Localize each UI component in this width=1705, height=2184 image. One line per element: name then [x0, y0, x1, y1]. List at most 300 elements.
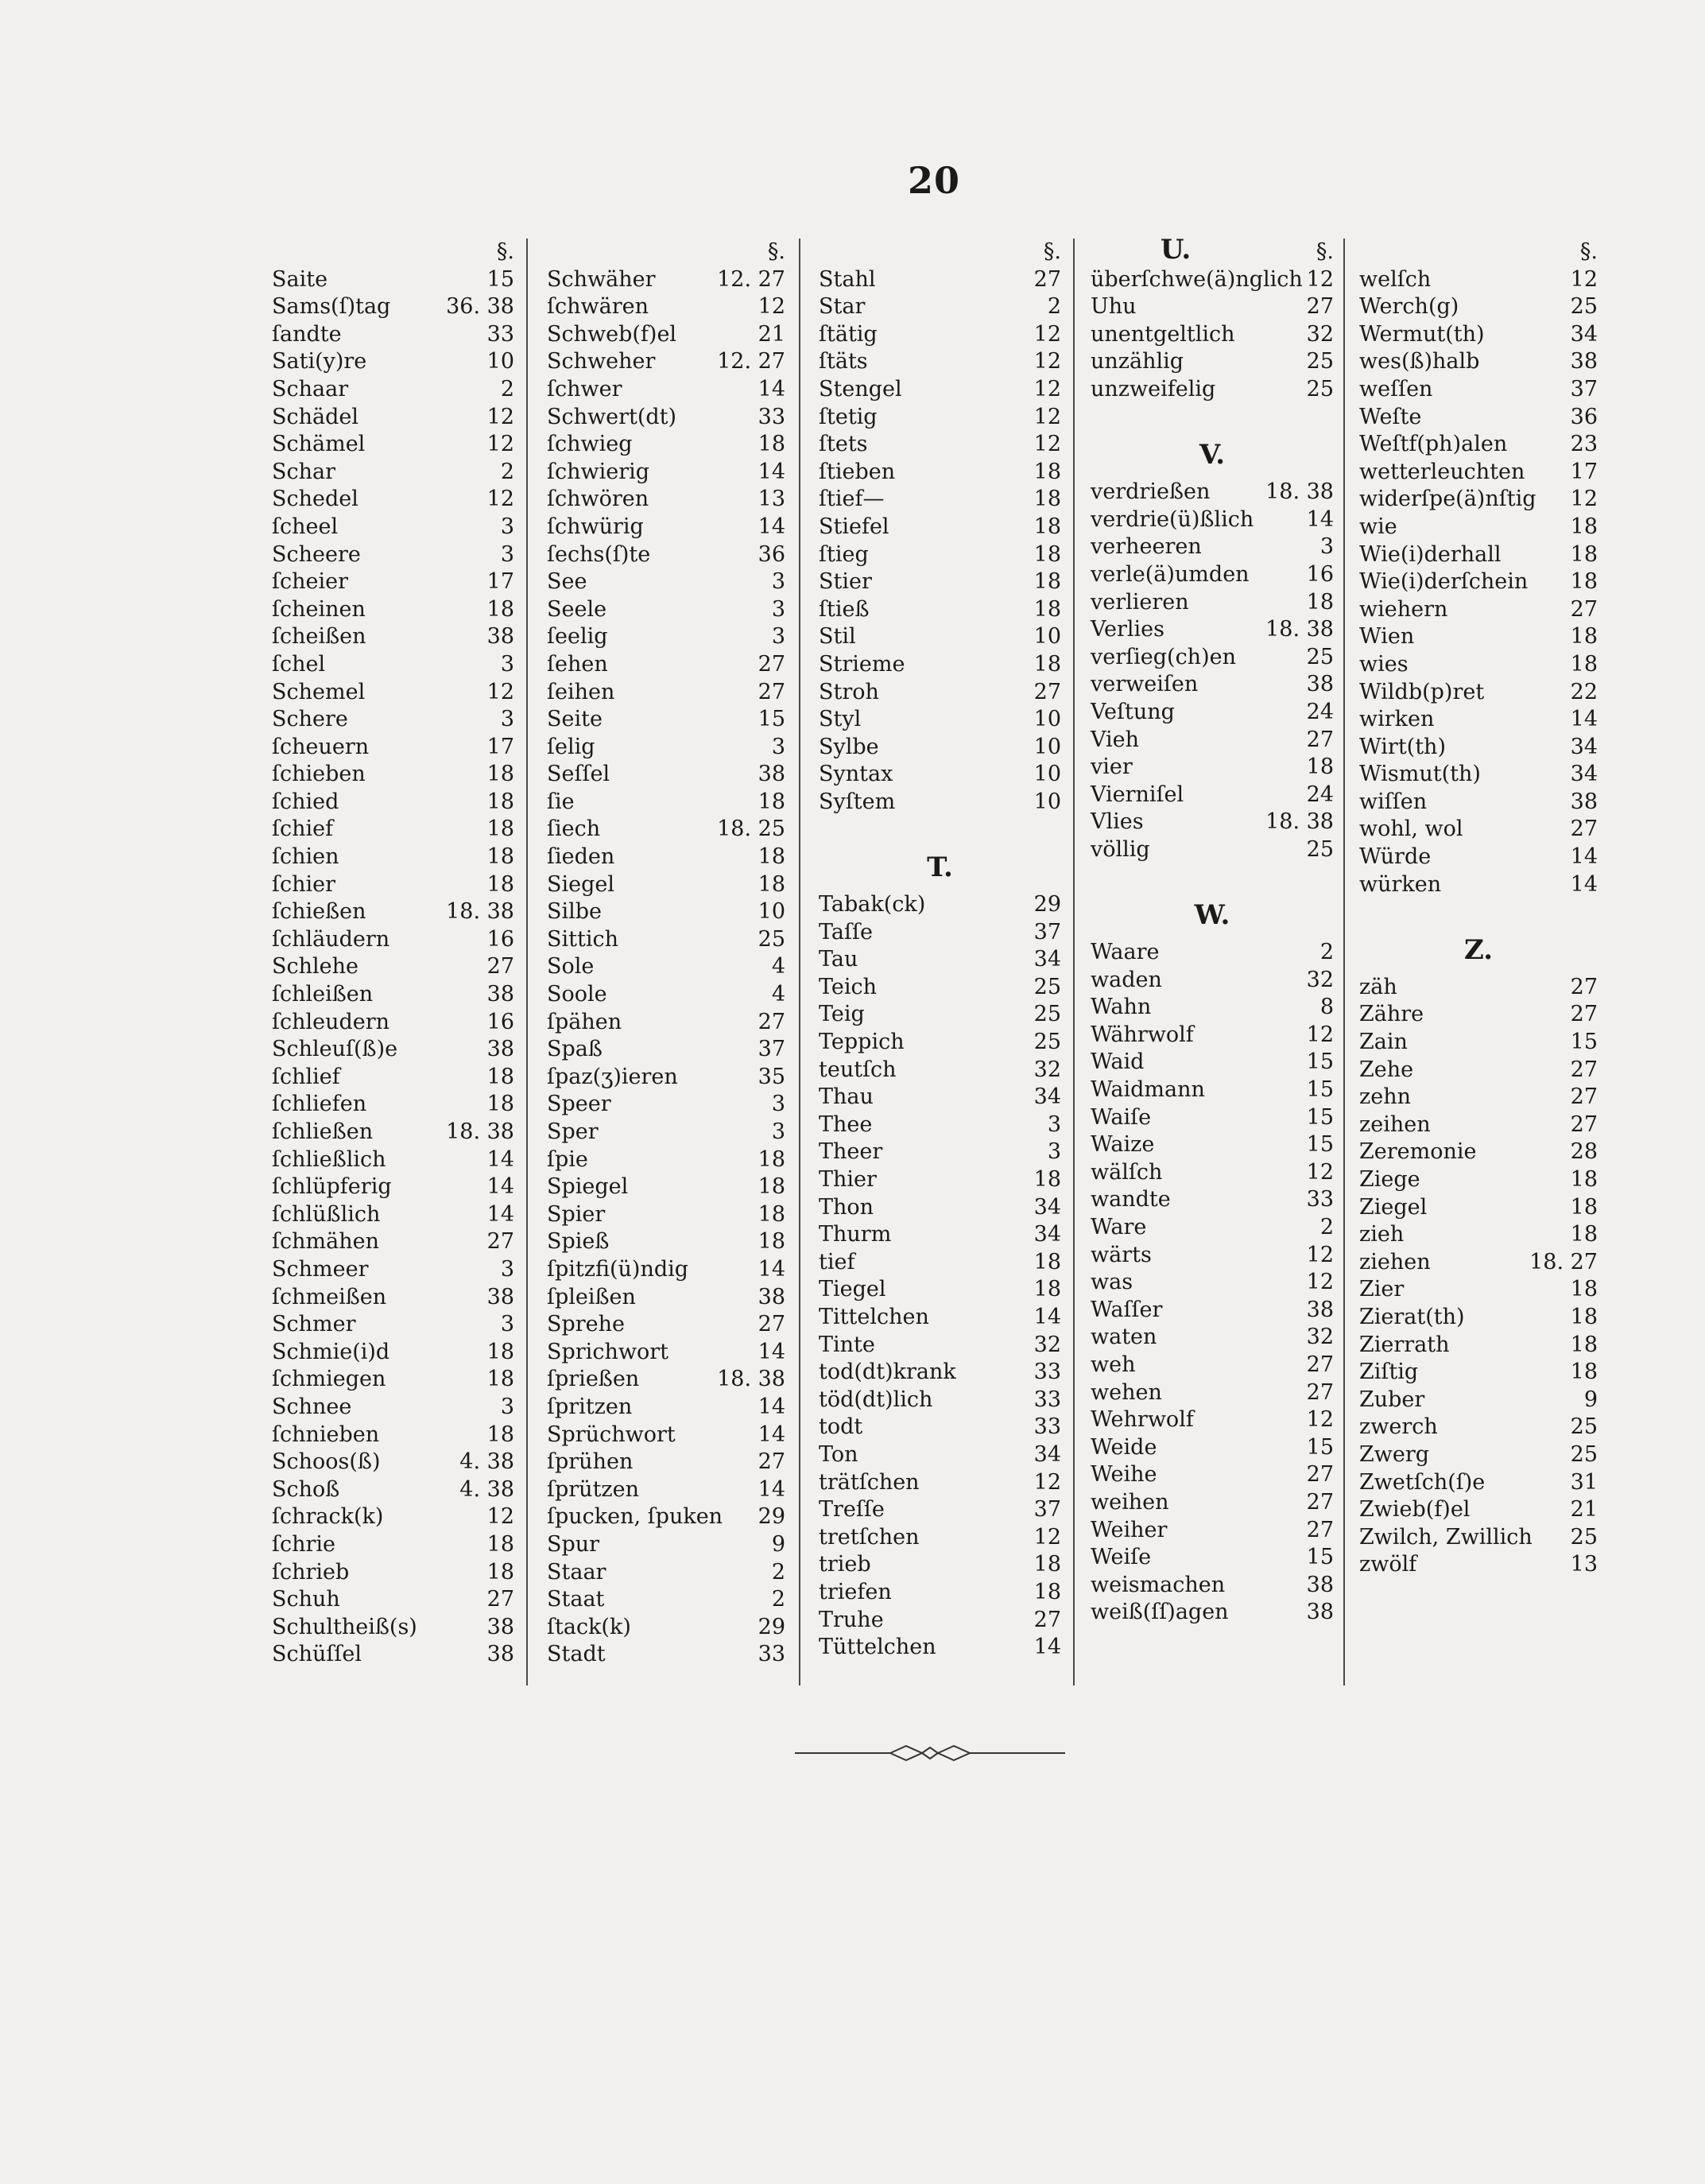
index-entry	[547, 981, 785, 1009]
entry-word: Thurm	[819, 1222, 892, 1247]
index-entry	[1359, 1111, 1598, 1139]
index-entry	[272, 376, 514, 404]
index-entry	[547, 1366, 785, 1394]
entry-word: Waid	[1091, 1049, 1145, 1075]
index-column-5	[1359, 239, 1598, 1579]
entry-section-ref: 15	[1306, 1077, 1334, 1103]
entry-word: zieh	[1359, 1222, 1405, 1247]
entry-section-ref: 18. 38	[717, 1367, 785, 1392]
page-number: 20	[907, 159, 960, 202]
entry-section-ref: 2	[771, 1587, 785, 1612]
entry-section-ref: 27	[1306, 1379, 1334, 1405]
index-entry	[819, 431, 1061, 459]
index-entry	[272, 679, 514, 707]
entry-word: ſprühen	[547, 1449, 634, 1475]
entry-section-ref: 38	[1570, 349, 1598, 374]
entry-section-ref: 3	[1047, 1111, 1061, 1137]
index-entry	[1359, 348, 1598, 376]
entry-section-ref: 18	[1033, 459, 1061, 484]
index-entry	[819, 293, 1061, 321]
entry-section-ref: 27	[486, 1587, 514, 1612]
index-entry	[819, 1607, 1061, 1635]
entry-word: ſpaz(ʒ)ieren	[547, 1064, 678, 1089]
entry-section-ref: 18	[1570, 1304, 1598, 1329]
index-entry	[1359, 679, 1598, 707]
index-entry	[819, 1441, 1061, 1469]
entry-section-ref: 3	[771, 734, 785, 759]
index-entry	[819, 1469, 1061, 1497]
entry-section-ref: 3	[771, 569, 785, 595]
index-entry	[272, 321, 514, 349]
entry-section-ref: 14	[486, 1146, 514, 1172]
index-entry	[1091, 939, 1334, 967]
entry-word: ſpie	[547, 1146, 588, 1172]
entry-section-ref: 38	[486, 624, 514, 650]
entry-word: wirken	[1359, 707, 1435, 732]
index-entry	[547, 1173, 785, 1201]
index-entry	[272, 926, 514, 954]
entry-word: wärts	[1091, 1242, 1152, 1267]
entry-word: Styl	[819, 707, 862, 732]
entry-word: ſpitzfi(ü)ndig	[547, 1256, 689, 1282]
entry-word: ſchieben	[272, 762, 366, 787]
entry-word: Stroh	[819, 679, 879, 704]
entry-word: Zuber	[1359, 1387, 1425, 1412]
spacer	[1091, 404, 1334, 432]
index-entry	[1091, 1076, 1334, 1104]
entry-section-ref: 12	[486, 1504, 514, 1530]
entry-word: Schleuſ(ß)e	[272, 1037, 398, 1062]
entry-section-ref: 18	[1033, 1167, 1061, 1192]
index-entry	[272, 404, 514, 432]
entry-section-ref: 25	[758, 926, 785, 952]
index-entry	[272, 1394, 514, 1422]
entry-section-ref: 18. 38	[1265, 809, 1334, 835]
entry-word: Spier	[547, 1201, 606, 1227]
entry-word: Taſſe	[819, 919, 873, 945]
entry-section-ref: 18	[1033, 651, 1061, 677]
index-entry	[547, 1284, 785, 1312]
index-entry	[547, 1614, 785, 1642]
entry-section-ref: 4. 38	[459, 1476, 514, 1502]
index-entry	[272, 1366, 514, 1394]
index-entry	[272, 541, 514, 569]
entry-word: wandte	[1091, 1187, 1171, 1212]
entry-word: was	[1091, 1270, 1133, 1295]
entry-section-ref: 21	[758, 321, 785, 347]
index-entry	[547, 1201, 785, 1229]
entry-word: Stier	[819, 569, 872, 595]
entry-word: ſchlüpferig	[272, 1174, 392, 1200]
entry-section-ref: 33	[758, 404, 785, 429]
entry-word: ſtieg	[819, 541, 869, 567]
entry-word: Sams(ſ)tag	[272, 294, 391, 320]
entry-word: waden	[1091, 967, 1162, 992]
entry-section-ref: 17	[1570, 459, 1598, 484]
entry-word: Weſte	[1359, 404, 1422, 429]
index-entry	[1091, 671, 1334, 699]
entry-word: wälſch	[1091, 1159, 1163, 1185]
entry-section-ref: 18	[1570, 1277, 1598, 1302]
entry-word: wetterleuchten	[1359, 459, 1525, 484]
entry-word: Strieme	[819, 651, 905, 677]
entry-word: Uhu	[1091, 294, 1137, 320]
entry-section-ref: 12	[1306, 266, 1334, 292]
index-entry	[547, 293, 785, 321]
entry-section-ref: 38	[1306, 1600, 1334, 1625]
entry-section-ref: 29	[1033, 892, 1061, 917]
index-column-2	[547, 239, 785, 1669]
entry-section-ref: 12	[1033, 432, 1061, 457]
entry-word: unentgeltlich	[1091, 321, 1235, 347]
entry-section-ref: 18	[1033, 541, 1061, 567]
index-entry	[1359, 816, 1598, 844]
entry-word: ſieden	[547, 844, 615, 870]
entry-section-ref: 38	[758, 762, 785, 787]
index-entry	[1359, 1524, 1598, 1552]
entry-section-ref: 33	[486, 321, 514, 347]
index-entry	[1091, 1242, 1334, 1270]
index-entry	[1091, 1599, 1334, 1627]
entry-section-ref: 38	[486, 982, 514, 1007]
entry-section-ref: 10	[758, 899, 785, 925]
entry-word: Schweb(f)el	[547, 321, 677, 347]
entry-word: vier	[1091, 755, 1133, 780]
entry-word: welſch	[1359, 266, 1432, 292]
entry-word: Wehrwolf	[1091, 1407, 1194, 1433]
letter-header: U.	[1160, 234, 1192, 266]
entry-word: Schweher	[547, 349, 656, 374]
entry-section-ref: 18	[486, 1422, 514, 1447]
index-entry	[1091, 533, 1334, 561]
index-entry	[272, 1146, 514, 1174]
index-entry	[272, 1173, 514, 1201]
letter-header: V.	[1199, 439, 1226, 471]
spacer	[1091, 863, 1334, 891]
entry-word: Waiſe	[1091, 1104, 1152, 1130]
entry-section-ref: 27	[1306, 1462, 1334, 1488]
entry-word: Wie(i)derhall	[1359, 541, 1502, 567]
entry-word: Soole	[547, 982, 607, 1007]
section-mark: §.	[1316, 239, 1334, 264]
entry-section-ref: 2	[1319, 940, 1334, 965]
entry-section-ref: 18	[1570, 1167, 1598, 1192]
entry-word: ſchliefen	[272, 1092, 367, 1117]
entry-section-ref: 14	[486, 1174, 514, 1200]
entry-word: ſtetig	[819, 404, 878, 429]
entry-section-ref: 3	[1047, 1139, 1061, 1165]
entry-section-ref: 24	[1306, 782, 1334, 807]
entry-word: Ziegel	[1359, 1194, 1428, 1220]
entry-word: Teich	[819, 974, 878, 999]
entry-section-ref: 14	[1570, 871, 1598, 897]
index-entry	[1091, 1049, 1334, 1076]
index-entry	[1359, 459, 1598, 487]
index-entry	[1091, 1572, 1334, 1600]
entry-section-ref: 8	[1319, 995, 1334, 1020]
index-entry	[547, 953, 785, 981]
entry-word: Sylbe	[819, 734, 879, 759]
index-entry	[819, 946, 1061, 974]
index-entry	[547, 459, 785, 487]
entry-word: ziehen	[1359, 1249, 1431, 1274]
entry-section-ref: 18	[1033, 514, 1061, 539]
entry-section-ref: 14	[1033, 1635, 1061, 1660]
entry-word: Saite	[272, 266, 328, 292]
index-entry	[819, 596, 1061, 624]
index-entry	[1091, 1159, 1334, 1187]
entry-word: Zähre	[1359, 1002, 1424, 1027]
entry-word: Sprüchwort	[547, 1422, 676, 1447]
entry-word: Ziſtig	[1359, 1360, 1419, 1385]
entry-word: Schedel	[272, 487, 358, 512]
entry-word: ſandte	[272, 321, 342, 347]
entry-section-ref: 31	[1570, 1469, 1598, 1495]
entry-word: ſtieben	[819, 459, 896, 484]
index-entry	[547, 1146, 785, 1174]
entry-word: Waize	[1091, 1132, 1155, 1158]
entry-section-ref: 27	[1306, 1489, 1334, 1515]
index-entry	[1091, 293, 1334, 321]
entry-section-ref: 33	[1033, 1414, 1061, 1440]
entry-section-ref: 18. 27	[1529, 1249, 1598, 1274]
entry-word: Tau	[819, 947, 858, 972]
index-entry	[819, 1496, 1061, 1524]
entry-word: Waſſer	[1091, 1297, 1163, 1322]
entry-section-ref: 18	[1570, 541, 1598, 567]
index-entry	[272, 459, 514, 487]
entry-word: Waidmann	[1091, 1077, 1205, 1103]
index-entry	[819, 404, 1061, 432]
entry-word: ſchnieben	[272, 1422, 380, 1447]
entry-word: Schere	[272, 707, 348, 732]
entry-section-ref: 34	[1570, 321, 1598, 347]
entry-section-ref: 3	[771, 596, 785, 622]
entry-section-ref: 16	[486, 926, 514, 952]
entry-word: ſehen	[547, 651, 608, 677]
entry-section-ref: 10	[1033, 762, 1061, 787]
index-entry	[272, 486, 514, 514]
index-entry	[819, 1634, 1061, 1662]
entry-word: wiſſen	[1359, 789, 1428, 814]
entry-section-ref: 34	[1570, 734, 1598, 759]
entry-word: Wie(i)derſchein	[1359, 569, 1529, 595]
entry-word: völlig	[1091, 836, 1150, 862]
index-entry	[547, 1641, 785, 1669]
index-entry	[1359, 486, 1598, 514]
entry-word: Theer	[819, 1139, 883, 1165]
entry-section-ref: 17	[486, 569, 514, 595]
index-entry	[547, 404, 785, 432]
index-entry	[1091, 1517, 1334, 1545]
entry-section-ref: 12	[1033, 1524, 1061, 1550]
entry-word: Spaß	[547, 1037, 603, 1062]
entry-section-ref: 18	[1570, 1332, 1598, 1357]
index-entry	[819, 1524, 1061, 1552]
letter-header: T.	[927, 851, 953, 884]
entry-section-ref: 10	[486, 349, 514, 374]
index-entry	[272, 1119, 514, 1146]
index-entry	[272, 1009, 514, 1037]
entry-word: Schemel	[272, 679, 366, 704]
index-entry	[547, 376, 785, 404]
entry-section-ref: 4. 38	[459, 1449, 514, 1475]
entry-section-ref: 12	[1570, 266, 1598, 292]
index-entry	[1359, 651, 1598, 679]
index-entry	[819, 891, 1061, 919]
index-entry	[1091, 479, 1334, 506]
index-entry	[819, 1414, 1061, 1441]
entry-section-ref: 34	[1570, 762, 1598, 787]
index-entry	[547, 568, 785, 596]
entry-word: Schmie(i)d	[272, 1339, 390, 1364]
entry-section-ref: 18	[486, 1064, 514, 1089]
entry-word: ſtätig	[819, 321, 878, 347]
index-entry	[819, 1084, 1061, 1111]
entry-section-ref: 29	[758, 1504, 785, 1530]
entry-section-ref: 27	[1570, 974, 1598, 999]
entry-section-ref: 34	[1033, 1084, 1061, 1110]
entry-section-ref: 17	[486, 734, 514, 759]
index-entry	[547, 871, 785, 899]
entry-word: Stiefel	[819, 514, 889, 539]
entry-section-ref: 29	[758, 1614, 785, 1639]
index-entry	[1091, 836, 1334, 864]
entry-section-ref: 38	[1306, 1572, 1334, 1597]
entry-word: wies	[1359, 651, 1409, 677]
index-entry	[819, 974, 1061, 1002]
entry-word: Seele	[547, 596, 607, 622]
entry-section-ref: 18	[758, 789, 785, 814]
entry-word: ſchmähen	[272, 1229, 379, 1255]
index-entry	[819, 1332, 1061, 1360]
entry-section-ref: 18	[758, 844, 785, 870]
index-entry	[272, 1036, 514, 1064]
index-entry	[819, 541, 1061, 569]
entry-section-ref: 27	[1306, 294, 1334, 320]
entry-section-ref: 25	[1306, 376, 1334, 401]
entry-section-ref: 13	[1570, 1552, 1598, 1577]
entry-section-ref: 12. 27	[717, 266, 785, 292]
entry-section-ref: 18	[1033, 1249, 1061, 1274]
entry-word: Ware	[1091, 1215, 1147, 1239]
index-entry	[547, 844, 785, 871]
index-entry	[1359, 1029, 1598, 1057]
index-entry	[547, 789, 785, 817]
entry-word: Stil	[819, 624, 856, 650]
index-entry	[547, 679, 785, 707]
entry-section-ref: 32	[1306, 1325, 1334, 1350]
index-entry	[547, 816, 785, 844]
index-entry	[819, 1029, 1061, 1057]
entry-section-ref: 33	[1306, 1187, 1334, 1212]
index-entry	[1091, 782, 1334, 809]
entry-word: verſieg(ch)en	[1091, 644, 1236, 669]
index-entry	[272, 981, 514, 1009]
entry-word: ſchleißen	[272, 982, 374, 1007]
entry-section-ref: 27	[1570, 817, 1598, 842]
entry-section-ref: 18	[486, 762, 514, 787]
index-entry	[272, 1064, 514, 1092]
entry-section-ref: 18	[486, 596, 514, 622]
entry-word: ſtack(k)	[547, 1614, 631, 1639]
index-entry	[1359, 1221, 1598, 1249]
index-entry	[1359, 266, 1598, 294]
entry-word: Wahn	[1091, 995, 1152, 1020]
index-entry	[272, 1559, 514, 1587]
entry-section-ref: 18	[1033, 487, 1061, 512]
entry-word: Weſtf(ph)alen	[1359, 432, 1508, 457]
entry-word: teutſch	[819, 1057, 897, 1082]
entry-section-ref: 18	[758, 1174, 785, 1200]
entry-section-ref: 34	[1033, 947, 1061, 972]
entry-word: würken	[1359, 871, 1442, 897]
entry-section-ref: 25	[1033, 1030, 1061, 1055]
entry-word: Würde	[1359, 844, 1432, 870]
index-entry	[1091, 754, 1334, 782]
entry-section-ref: 18	[758, 432, 785, 457]
entry-word: todt	[819, 1414, 863, 1440]
entry-word: Stengel	[819, 376, 902, 401]
index-entry	[272, 816, 514, 844]
entry-word: zwölf	[1359, 1552, 1417, 1577]
entry-word: ſpleißen	[547, 1284, 636, 1309]
entry-section-ref: 37	[758, 1037, 785, 1062]
index-entry	[272, 1476, 514, 1504]
entry-word: triefen	[819, 1579, 892, 1604]
index-entry	[1359, 1276, 1598, 1304]
entry-section-ref: 4	[771, 982, 785, 1007]
entry-section-ref: 2	[1319, 1215, 1334, 1239]
entry-word: ſchel	[272, 651, 326, 677]
entry-section-ref: 10	[1033, 624, 1061, 650]
entry-section-ref: 27	[758, 1009, 785, 1034]
entry-word: Zierrath	[1359, 1332, 1450, 1357]
entry-section-ref: 14	[758, 459, 785, 484]
entry-section-ref: 38	[486, 1642, 514, 1667]
index-entry	[1091, 348, 1334, 376]
entry-section-ref: 14	[1033, 1304, 1061, 1329]
index-entry	[819, 789, 1061, 817]
index-entry	[819, 376, 1061, 404]
entry-word: verle(ä)umden	[1091, 561, 1250, 587]
index-entry	[1091, 266, 1334, 294]
index-entry	[1359, 1387, 1598, 1414]
index-entry	[272, 844, 514, 871]
entry-section-ref: 18	[1570, 1194, 1598, 1220]
entry-word: ſchwierig	[547, 459, 650, 484]
index-entry	[272, 1503, 514, 1531]
entry-section-ref: 10	[1033, 707, 1061, 732]
entry-section-ref: 37	[1033, 1497, 1061, 1523]
entry-word: wiehern	[1359, 596, 1448, 622]
index-entry	[1359, 1414, 1598, 1441]
entry-section-ref: 18	[486, 1092, 514, 1117]
index-entry	[1359, 541, 1598, 569]
index-entry	[1091, 699, 1334, 727]
entry-section-ref: 27	[1570, 1084, 1598, 1110]
entry-section-ref: 27	[1306, 727, 1334, 752]
index-entry	[272, 1228, 514, 1256]
entry-word: wes(ß)halb	[1359, 349, 1480, 374]
entry-section-ref: 3	[500, 541, 514, 567]
letter-header: W.	[1194, 899, 1230, 932]
index-entry	[547, 706, 785, 734]
index-entry	[272, 789, 514, 817]
entry-word: See	[547, 569, 587, 595]
entry-section-ref: 38	[1306, 672, 1334, 697]
entry-word: Schuh	[272, 1587, 340, 1612]
